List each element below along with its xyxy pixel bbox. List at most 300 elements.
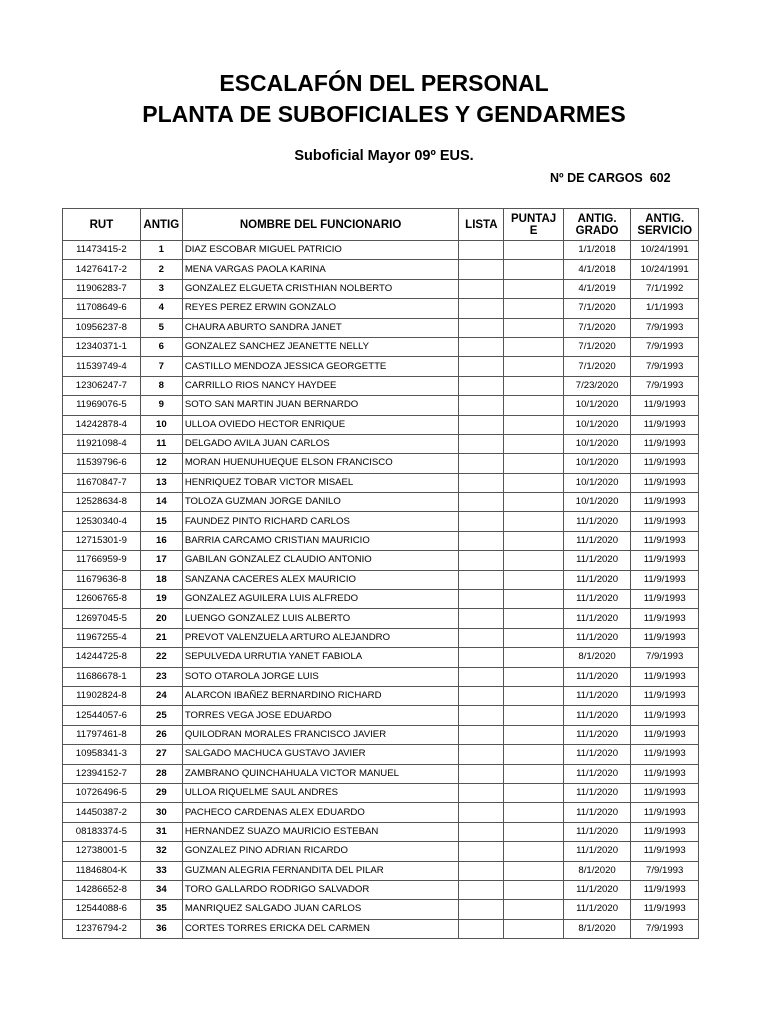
cell-antig: 28 [140,764,182,783]
cell-antig-grado: 10/1/2020 [563,473,631,492]
cell-rut: 12606765-8 [63,590,141,609]
cell-antig-servicio: 11/9/1993 [631,745,699,764]
cell-puntaje [504,376,563,395]
cell-antig: 23 [140,667,182,686]
table-row [63,822,699,841]
cell-puntaje [504,648,563,667]
cell-lista [459,241,504,260]
cell-antig-grado: 11/1/2020 [563,531,631,550]
table-row [63,473,699,492]
cell-lista [459,686,504,705]
cell-puntaje [504,609,563,628]
document-subtitle-heading: PLANTA DE SUBOFICIALES Y GENDARMES [142,101,626,127]
cell-antig-servicio: 11/9/1993 [631,512,699,531]
cell-puntaje [504,900,563,919]
col-header-nombre: NOMBRE DEL FUNCIONARIO [182,209,459,241]
cell-puntaje [504,415,563,434]
cell-antig: 14 [140,493,182,512]
cell-lista [459,628,504,647]
cell-antig-grado: 4/1/2018 [563,260,631,279]
cell-antig: 11 [140,434,182,453]
cell-antig-grado: 11/1/2020 [563,803,631,822]
table-row [63,493,699,512]
cell-antig-servicio: 11/9/1993 [631,590,699,609]
cell-nombre: GUZMAN ALEGRIA FERNANDITA DEL PILAR [182,861,459,880]
cell-lista [459,900,504,919]
cell-antig: 7 [140,357,182,376]
cell-puntaje [504,357,563,376]
table-row [63,512,699,531]
cell-nombre: ULLOA RIQUELME SAUL ANDRES [182,783,459,802]
cell-lista [459,706,504,725]
cell-antig-servicio: 11/9/1993 [631,473,699,492]
cell-rut: 10958341-3 [63,745,141,764]
cell-lista [459,531,504,550]
cell-nombre: LUENGO GONZALEZ LUIS ALBERTO [182,609,459,628]
cell-puntaje [504,919,563,938]
cell-lista [459,803,504,822]
cell-antig: 18 [140,570,182,589]
cell-antig-grado: 7/1/2020 [563,318,631,337]
cell-lista [459,337,504,356]
cell-antig-grado: 8/1/2020 [563,861,631,880]
cell-puntaje [504,706,563,725]
cell-rut: 14242878-4 [63,415,141,434]
cell-antig-servicio: 10/24/1991 [631,241,699,260]
cell-antig-servicio: 11/9/1993 [631,822,699,841]
cell-nombre: DIAZ ESCOBAR MIGUEL PATRICIO [182,241,459,260]
cell-antig-servicio: 11/9/1993 [631,725,699,744]
cell-lista [459,842,504,861]
cell-antig: 24 [140,686,182,705]
cell-lista [459,745,504,764]
cell-puntaje [504,745,563,764]
col-header-antig: ANTIG [140,209,182,241]
cell-rut: 11969076-5 [63,396,141,415]
cell-antig-servicio: 11/9/1993 [631,531,699,550]
cell-rut: 12394152-7 [63,764,141,783]
cell-puntaje [504,318,563,337]
cell-antig-servicio: 7/9/1993 [631,376,699,395]
cell-antig-servicio: 11/9/1993 [631,706,699,725]
cell-antig-servicio: 7/1/1992 [631,279,699,298]
cell-lista [459,822,504,841]
cell-antig: 32 [140,842,182,861]
cell-rut: 11797461-8 [63,725,141,744]
cell-puntaje [504,783,563,802]
table-row [63,531,699,550]
cell-rut: 12715301-9 [63,531,141,550]
cell-antig-servicio: 1/1/1993 [631,299,699,318]
table-row [63,706,699,725]
cell-rut: 14244725-8 [63,648,141,667]
cell-antig: 27 [140,745,182,764]
table-row [63,337,699,356]
cell-antig-grado: 11/1/2020 [563,551,631,570]
table-row [63,842,699,861]
rank-subtitle: Suboficial Mayor 09º EUS. [294,148,474,164]
cell-lista [459,357,504,376]
cell-antig: 30 [140,803,182,822]
cell-puntaje [504,803,563,822]
cell-antig-grado: 4/1/2019 [563,279,631,298]
cell-rut: 14450387-2 [63,803,141,822]
cell-puntaje [504,861,563,880]
cell-antig-grado: 1/1/2018 [563,241,631,260]
cell-rut: 10726496-5 [63,783,141,802]
cell-puntaje [504,512,563,531]
cell-rut: 12544088-6 [63,900,141,919]
table-row [63,318,699,337]
cell-nombre: SEPULVEDA URRUTIA YANET FABIOLA [182,648,459,667]
cell-antig-grado: 10/1/2020 [563,415,631,434]
cell-antig: 3 [140,279,182,298]
cell-antig: 1 [140,241,182,260]
table-row [63,861,699,880]
cell-nombre: ZAMBRANO QUINCHAHUALA VICTOR MANUEL [182,764,459,783]
cell-rut: 11902824-8 [63,686,141,705]
cell-puntaje [504,880,563,899]
cell-nombre: SOTO SAN MARTIN JUAN BERNARDO [182,396,459,415]
cell-antig-grado: 11/1/2020 [563,667,631,686]
cell-rut: 12528634-8 [63,493,141,512]
cell-puntaje [504,279,563,298]
cell-antig: 16 [140,531,182,550]
cell-antig: 6 [140,337,182,356]
cell-antig-grado: 11/1/2020 [563,842,631,861]
cell-nombre: HERNANDEZ SUAZO MAURICIO ESTEBAN [182,822,459,841]
cell-nombre: CASTILLO MENDOZA JESSICA GEORGETTE [182,357,459,376]
cell-antig: 34 [140,880,182,899]
table-row [63,299,699,318]
cell-lista [459,880,504,899]
cell-antig-grado: 11/1/2020 [563,725,631,744]
cell-antig-servicio: 11/9/1993 [631,493,699,512]
cell-lista [459,396,504,415]
cell-nombre: CHAURA ABURTO SANDRA JANET [182,318,459,337]
cell-antig-grado: 11/1/2020 [563,686,631,705]
cell-rut: 12340371-1 [63,337,141,356]
cell-antig-servicio: 7/9/1993 [631,318,699,337]
table-row [63,919,699,938]
cell-antig: 33 [140,861,182,880]
cell-nombre: SOTO OTAROLA JORGE LUIS [182,667,459,686]
cell-nombre: GONZALEZ AGUILERA LUIS ALFREDO [182,590,459,609]
cell-lista [459,318,504,337]
table-row [63,648,699,667]
cell-rut: 11679636-8 [63,570,141,589]
cell-rut: 12544057-6 [63,706,141,725]
cell-nombre: PREVOT VALENZUELA ARTURO ALEJANDRO [182,628,459,647]
cell-lista [459,919,504,938]
table-row [63,900,699,919]
cell-antig: 25 [140,706,182,725]
cell-lista [459,434,504,453]
cell-puntaje [504,260,563,279]
cell-rut: 08183374-5 [63,822,141,841]
cell-rut: 12376794-2 [63,919,141,938]
cell-antig-servicio: 11/9/1993 [631,609,699,628]
cell-nombre: BARRIA CARCAMO CRISTIAN MAURICIO [182,531,459,550]
cell-antig: 13 [140,473,182,492]
cell-nombre: DELGADO AVILA JUAN CARLOS [182,434,459,453]
cell-antig: 10 [140,415,182,434]
table-row [63,279,699,298]
cell-antig-servicio: 11/9/1993 [631,551,699,570]
cell-antig-servicio: 11/9/1993 [631,764,699,783]
cell-antig-servicio: 11/9/1993 [631,570,699,589]
cell-puntaje [504,570,563,589]
cell-puntaje [504,473,563,492]
cell-nombre: MANRIQUEZ SALGADO JUAN CARLOS [182,900,459,919]
cell-antig: 19 [140,590,182,609]
cell-lista [459,590,504,609]
cell-rut: 11766959-9 [63,551,141,570]
cell-antig-servicio: 11/9/1993 [631,900,699,919]
cell-antig: 5 [140,318,182,337]
cell-lista [459,299,504,318]
table-row [63,745,699,764]
cell-puntaje [504,434,563,453]
cell-antig-grado: 11/1/2020 [563,609,631,628]
cell-rut: 12306247-7 [63,376,141,395]
cell-puntaje [504,590,563,609]
cell-antig: 22 [140,648,182,667]
table-row [63,609,699,628]
cell-lista [459,609,504,628]
cell-antig-grado: 11/1/2020 [563,570,631,589]
cell-puntaje [504,686,563,705]
cell-lista [459,764,504,783]
cell-nombre: GONZALEZ ELGUETA CRISTHIAN NOLBERTO [182,279,459,298]
cell-nombre: ULLOA OVIEDO HECTOR ENRIQUE [182,415,459,434]
cell-puntaje [504,628,563,647]
cell-nombre: CARRILLO RIOS NANCY HAYDEE [182,376,459,395]
cell-antig-grado: 10/1/2020 [563,396,631,415]
table-row [63,667,699,686]
cell-nombre: ALARCON IBAÑEZ BERNARDINO RICHARD [182,686,459,705]
cell-nombre: TORRES VEGA JOSE EDUARDO [182,706,459,725]
cell-lista [459,667,504,686]
cell-lista [459,415,504,434]
cell-nombre: REYES PEREZ ERWIN GONZALO [182,299,459,318]
cell-lista [459,454,504,473]
table-row [63,396,699,415]
table-row [63,241,699,260]
cell-lista [459,493,504,512]
cell-antig-grado: 11/1/2020 [563,783,631,802]
cell-antig-grado: 11/1/2020 [563,706,631,725]
table-row [63,551,699,570]
cell-antig: 20 [140,609,182,628]
cell-rut: 11539749-4 [63,357,141,376]
table-row [63,783,699,802]
cell-antig-servicio: 11/9/1993 [631,415,699,434]
cell-antig-servicio: 7/9/1993 [631,337,699,356]
cell-antig-servicio: 11/9/1993 [631,454,699,473]
cell-antig-servicio: 11/9/1993 [631,434,699,453]
cell-antig-grado: 10/1/2020 [563,454,631,473]
cell-antig-grado: 7/1/2020 [563,337,631,356]
cell-puntaje [504,764,563,783]
table-row [63,880,699,899]
cell-antig-grado: 11/1/2020 [563,900,631,919]
cell-antig-servicio: 11/9/1993 [631,628,699,647]
table-row [63,570,699,589]
cell-puntaje [504,493,563,512]
cell-puntaje [504,299,563,318]
cell-rut: 11670847-7 [63,473,141,492]
cell-puntaje [504,667,563,686]
cell-antig: 36 [140,919,182,938]
cell-rut: 11846804-K [63,861,141,880]
cell-lista [459,260,504,279]
cell-antig: 12 [140,454,182,473]
cell-puntaje [504,454,563,473]
cell-rut: 14286652-8 [63,880,141,899]
cell-nombre: PACHECO CARDENAS ALEX EDUARDO [182,803,459,822]
cell-lista [459,725,504,744]
cell-antig-servicio: 7/9/1993 [631,357,699,376]
table-row [63,376,699,395]
cell-nombre: SANZANA CACERES ALEX MAURICIO [182,570,459,589]
cell-nombre: GABILAN GONZALEZ CLAUDIO ANTONIO [182,551,459,570]
cell-nombre: MENA VARGAS PAOLA KARINA [182,260,459,279]
cell-rut: 12738001-5 [63,842,141,861]
cell-antig-grado: 7/23/2020 [563,376,631,395]
cell-puntaje [504,241,563,260]
table-row [63,454,699,473]
cell-antig: 15 [140,512,182,531]
cell-antig-grado: 8/1/2020 [563,648,631,667]
cell-lista [459,570,504,589]
table-row [63,260,699,279]
cell-lista [459,551,504,570]
cell-nombre: SALGADO MACHUCA GUSTAVO JAVIER [182,745,459,764]
cell-nombre: TORO GALLARDO RODRIGO SALVADOR [182,880,459,899]
cell-antig: 35 [140,900,182,919]
cell-antig-grado: 11/1/2020 [563,822,631,841]
cell-antig-grado: 10/1/2020 [563,434,631,453]
cell-nombre: GONZALEZ PINO ADRIAN RICARDO [182,842,459,861]
cell-antig-grado: 11/1/2020 [563,628,631,647]
col-header-antig-servicio: ANTIG. SERVICIO [631,209,699,241]
cell-antig-servicio: 7/9/1993 [631,648,699,667]
cell-rut: 12697045-5 [63,609,141,628]
table-row [63,686,699,705]
cell-antig-grado: 11/1/2020 [563,745,631,764]
cell-puntaje [504,551,563,570]
cell-lista [459,512,504,531]
cell-antig: 31 [140,822,182,841]
cell-antig: 4 [140,299,182,318]
cell-rut: 11708649-6 [63,299,141,318]
cell-rut: 11473415-2 [63,241,141,260]
personnel-table [62,208,699,939]
cell-antig-servicio: 11/9/1993 [631,396,699,415]
cell-antig-servicio: 11/9/1993 [631,880,699,899]
cell-nombre: MORAN HUENUHUEQUE ELSON FRANCISCO [182,454,459,473]
cell-antig: 2 [140,260,182,279]
cell-antig-servicio: 7/9/1993 [631,861,699,880]
cell-lista [459,783,504,802]
cell-antig: 26 [140,725,182,744]
cell-antig: 17 [140,551,182,570]
col-header-rut: RUT [63,209,141,241]
cell-rut: 14276417-2 [63,260,141,279]
cell-antig-servicio: 11/9/1993 [631,667,699,686]
cell-lista [459,473,504,492]
cell-antig-servicio: 11/9/1993 [631,783,699,802]
col-header-lista: LISTA [459,209,504,241]
cell-puntaje [504,396,563,415]
cell-rut: 10956237-8 [63,318,141,337]
cell-lista [459,861,504,880]
cell-puntaje [504,337,563,356]
cell-rut: 11686678-1 [63,667,141,686]
cell-antig-grado: 7/1/2020 [563,357,631,376]
table-row [63,803,699,822]
cell-puntaje [504,842,563,861]
cell-lista [459,279,504,298]
cell-antig-servicio: 7/9/1993 [631,919,699,938]
cell-rut: 11539796-6 [63,454,141,473]
cell-antig: 29 [140,783,182,802]
cell-puntaje [504,531,563,550]
cell-puntaje [504,822,563,841]
cell-rut: 11906283-7 [63,279,141,298]
cell-rut: 12530340-4 [63,512,141,531]
cell-antig-grado: 11/1/2020 [563,764,631,783]
col-header-antig-grado: ANTIG. GRADO [563,209,631,241]
cell-antig: 21 [140,628,182,647]
document-title: ESCALAFÓN DEL PERSONAL [219,70,549,96]
table-row [63,357,699,376]
cell-antig-grado: 11/1/2020 [563,512,631,531]
cell-nombre: QUILODRAN MORALES FRANCISCO JAVIER [182,725,459,744]
cell-antig-grado: 7/1/2020 [563,299,631,318]
table-row [63,434,699,453]
cell-nombre: HENRIQUEZ TOBAR VICTOR MISAEL [182,473,459,492]
cell-nombre: FAUNDEZ PINTO RICHARD CARLOS [182,512,459,531]
cell-nombre: TOLOZA GUZMAN JORGE DANILO [182,493,459,512]
cell-antig-servicio: 11/9/1993 [631,803,699,822]
cell-antig-servicio: 11/9/1993 [631,686,699,705]
cell-rut: 11967255-4 [63,628,141,647]
cell-puntaje [504,725,563,744]
col-header-puntaje: PUNTAJ E [504,209,563,241]
cell-antig-grado: 11/1/2020 [563,590,631,609]
cargos-count: Nº DE CARGOS 602 [550,171,671,185]
table-header-row [63,209,699,241]
cell-lista [459,648,504,667]
cell-antig-servicio: 10/24/1991 [631,260,699,279]
cell-rut: 11921098-4 [63,434,141,453]
cell-lista [459,376,504,395]
table-row [63,415,699,434]
table-row [63,764,699,783]
cell-antig: 8 [140,376,182,395]
table-row [63,725,699,744]
cell-nombre: GONZALEZ SANCHEZ JEANETTE NELLY [182,337,459,356]
cell-antig-servicio: 11/9/1993 [631,842,699,861]
cell-antig-grado: 10/1/2020 [563,493,631,512]
cell-antig-grado: 8/1/2020 [563,919,631,938]
table-row [63,590,699,609]
cell-antig-grado: 11/1/2020 [563,880,631,899]
cell-nombre: CORTES TORRES ERICKA DEL CARMEN [182,919,459,938]
cell-antig: 9 [140,396,182,415]
